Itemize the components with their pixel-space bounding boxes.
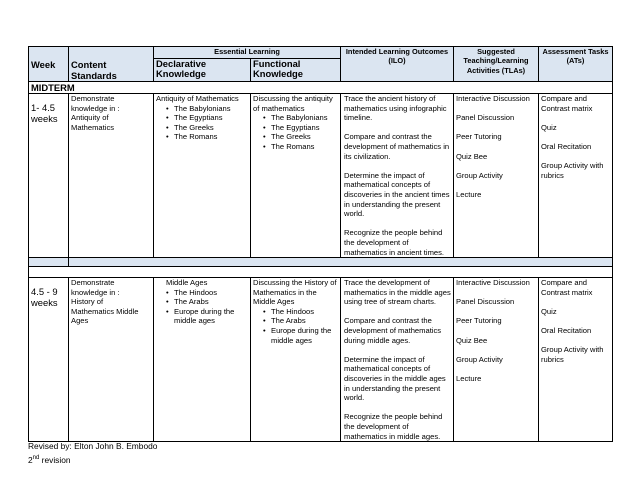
- list-item: • The Greeks: [166, 123, 248, 133]
- at-item: Compare and Contrast matrix: [541, 278, 593, 297]
- spacer-row: [29, 267, 613, 278]
- tla-item: Interactive Discussion: [456, 278, 530, 288]
- at-item: Oral Recitation: [541, 326, 592, 336]
- table-row: [29, 278, 613, 442]
- tla-item: Interactive Discussion: [456, 94, 530, 103]
- list-item: • The Hindoos: [166, 288, 248, 298]
- at-item: Oral Recitation: [541, 141, 592, 151]
- header-row-1: [29, 47, 613, 59]
- week-cell: 4.5 - 9 weeks: [29, 278, 69, 442]
- tla-item: Quiz Bee: [456, 151, 488, 161]
- header-tlas: Suggested Teaching/Learning Activities (TLAs): [454, 47, 539, 82]
- content-line: Mathematics Middle: [71, 306, 139, 316]
- section-midterm: MIDTERM: [29, 82, 613, 94]
- ilo-paragraph: Compare and contrast the development of mathematics in its civilization.: [344, 132, 450, 161]
- functional-list: [253, 307, 338, 345]
- ilo-paragraph: Trace the ancient history of mathematics using infographic timeline.: [344, 94, 447, 123]
- at-item: Quiz: [541, 306, 557, 316]
- functional-title: Discussing the History of Mathematics in the Middle Ages: [253, 278, 337, 307]
- functional-title: Discussing the antiquity of mathematics: [253, 94, 333, 113]
- content-standards-cell: [69, 94, 154, 258]
- header-ats: Assessment Tasks (ATs): [539, 47, 613, 82]
- content-standards-cell: [69, 278, 154, 442]
- list-item: • The Egyptians: [166, 113, 248, 123]
- revision-word: revision: [39, 455, 71, 465]
- at-item: Group Activity with rubrics: [541, 345, 604, 364]
- ilo-cell: [341, 278, 454, 442]
- ilo-cell: [341, 94, 454, 258]
- content-line: knowledge in :: [71, 287, 120, 297]
- tlas-cell: [454, 94, 539, 258]
- list-item: • The Egyptians: [263, 123, 338, 133]
- revision-ordinal: nd: [32, 455, 40, 462]
- ilo-paragraph: Compare and contrast the development of mathematics during middle ages.: [344, 316, 442, 345]
- separator-row: [29, 258, 613, 267]
- list-item: • The Greeks: [263, 132, 338, 142]
- declarative-list: [156, 288, 248, 326]
- declarative-title: Middle Ages: [166, 278, 208, 288]
- content-line: Antiquity of: [71, 113, 109, 123]
- ilo-paragraph: Determine the impact of mathematical concepts of discoveries in the middle ages in understanding the present world.: [344, 354, 446, 403]
- declarative-title: Antiquity of Mathematics: [156, 94, 239, 103]
- revised-by: Revised by: Elton John B. Embodo: [28, 441, 158, 451]
- section-row: [29, 82, 613, 94]
- ilo-paragraph: Recognize the people behind the development of mathematics in ancient times.: [344, 228, 445, 257]
- syllabus-table: [28, 46, 613, 442]
- list-item: • Europe during the middle ages: [263, 326, 338, 345]
- tlas-cell: [454, 278, 539, 442]
- content-line: Ages: [71, 316, 89, 326]
- table-row: [29, 94, 613, 258]
- tla-item: Panel Discussion: [456, 113, 515, 123]
- list-item: • The Hindoos: [263, 307, 338, 317]
- separator-cell: [29, 258, 69, 267]
- header-essential-learning: Essential Learning: [154, 47, 341, 59]
- header-declarative: Declarative Knowledge: [154, 58, 251, 81]
- ilo-paragraph: Determine the impact of mathematical concepts of discoveries in the ancient times in understanding the present world.: [344, 170, 450, 219]
- list-item: • The Arabs: [263, 316, 338, 326]
- ats-cell: [539, 94, 613, 258]
- functional-cell: [251, 278, 341, 442]
- at-item: Group Activity with rubrics: [541, 161, 604, 180]
- tla-item: Panel Discussion: [456, 297, 515, 307]
- functional-list: [253, 113, 338, 151]
- content-line: knowledge in :: [71, 103, 120, 113]
- list-item: • The Romans: [166, 132, 248, 142]
- list-item: • The Romans: [263, 142, 338, 152]
- list-item: • Europe during the middle ages: [166, 307, 248, 326]
- header-week: Week: [29, 47, 69, 82]
- ilo-paragraph: Trace the development of mathematics in the middle ages using tree of stream charts.: [344, 278, 451, 307]
- content-line: Demonstrate: [71, 278, 115, 288]
- week-cell: 1- 4.5 weeks: [29, 94, 69, 258]
- tla-item: Group Activity: [456, 354, 503, 364]
- at-item: Compare and Contrast matrix: [541, 94, 593, 113]
- declarative-list: [156, 104, 248, 142]
- ilo-paragraph: Recognize the people behind the development of mathematics in middle ages.: [344, 412, 443, 441]
- at-item: Quiz: [541, 122, 557, 132]
- header-content-standards: Content Standards: [69, 47, 154, 82]
- revision-note: [28, 455, 71, 466]
- tla-item: Peer Tutoring: [456, 132, 502, 142]
- header-functional: Functional Knowledge: [251, 58, 341, 81]
- list-item: • The Arabs: [166, 297, 248, 307]
- separator-cell: [69, 258, 613, 267]
- declarative-cell: [154, 94, 251, 258]
- functional-cell: [251, 94, 341, 258]
- tla-item: Group Activity: [456, 170, 503, 180]
- header-ilo: Intended Learning Outcomes (ILO): [341, 47, 454, 82]
- ats-cell: [539, 278, 613, 442]
- revision-number: 2: [28, 455, 33, 465]
- tla-item: Peer Tutoring: [456, 316, 502, 326]
- list-item: • The Babylonians: [166, 104, 248, 114]
- content-line: Demonstrate: [71, 94, 115, 103]
- content-line: Mathematics: [71, 122, 115, 132]
- spacer-cell: [29, 267, 613, 278]
- tla-item: Lecture: [456, 189, 482, 199]
- tla-item: Quiz Bee: [456, 335, 488, 345]
- list-item: • The Babylonians: [263, 113, 338, 123]
- content-line: History of: [71, 297, 104, 307]
- declarative-cell: [154, 278, 251, 442]
- tla-item: Lecture: [456, 374, 482, 384]
